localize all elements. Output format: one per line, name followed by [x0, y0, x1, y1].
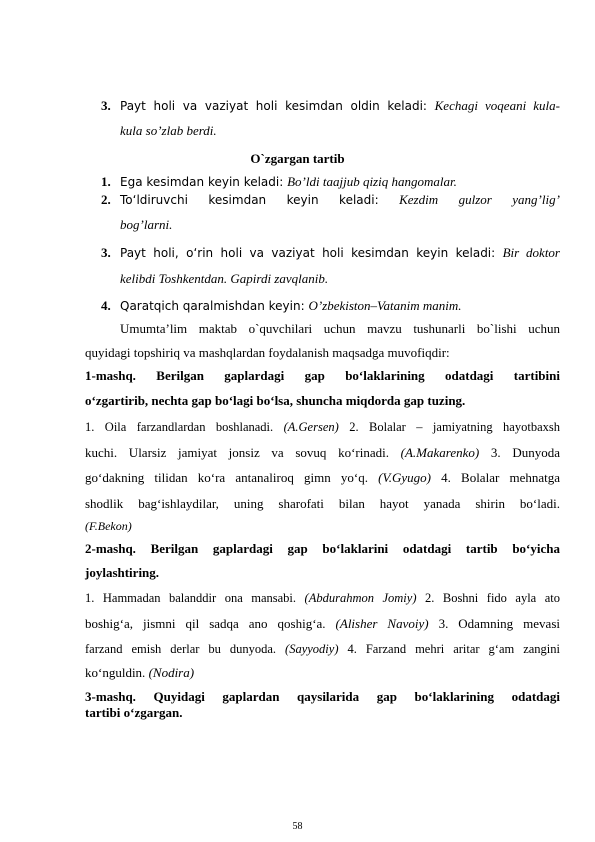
item-example-cont: kelibdi Toshkentdan. Gapirdi zavqlanib. [120, 271, 329, 286]
paragraph-line: Umumta’lim maktab o`quvchilari uchun mavzu tushunarli bo`lishi uchun [120, 321, 560, 336]
item-lead: Payt holi va vaziyat holi kesimdan oldin keladi: [120, 99, 435, 113]
list-item-text [120, 192, 560, 208]
item-example-cont: bog’larni. [120, 217, 173, 232]
author-citation: (V.Gyugo) [378, 470, 431, 485]
exercise-1-title-cont: o‘zgartirib, nechta gap bo‘lagi bo‘lsa, shuncha miqdorda gap tuzing. [85, 393, 466, 408]
item-lead: Ega kesimdan keyin keladi: [120, 175, 288, 189]
item-lead-word: keyin [286, 193, 319, 207]
list-number: 1. [101, 174, 111, 189]
sentence: farzand emish derlar bu dunyoda. [85, 642, 286, 656]
sentence: go‘dakning tilidan ko‘ra antanaliroq gimn yo‘q. [85, 470, 379, 485]
exercise-1-line [85, 419, 560, 435]
author-citation: (F.Bekon) [85, 519, 132, 533]
sentence: kuchi. Ularsiz jamiyat jonsiz va sovuq ko‘rinadi. [85, 445, 401, 460]
sentence: 2. Boshni fido ayla ato [416, 591, 561, 605]
item-example-word: Kezdim [399, 192, 439, 207]
sentence: 3. Dunyoda [479, 445, 560, 460]
list-number: 3. [101, 245, 111, 260]
exercise-3-title-cont: tartibi o‘zgargan. [85, 705, 183, 720]
item-lead-word: keladi: [339, 193, 379, 207]
author-citation: (Alisher Navoiy) [335, 616, 429, 631]
author-citation: (Sayyodiy) [285, 642, 339, 656]
list-number: 2. [101, 192, 111, 207]
exercise-2-title: 2-mashq. Berilgan gaplardagi gap bo‘laklarini odatdagi tartib bo‘yicha [85, 541, 560, 556]
item-lead-word: kesimdan [208, 193, 267, 207]
item-example: O’zbekiston–Vatanim manim. [308, 298, 462, 313]
sentence: ko‘nguldin. [85, 665, 149, 680]
sentence: 3. Odamning mevasi [428, 616, 560, 631]
exercise-1-line [85, 445, 560, 461]
exercise-1-title: 1-mashq. Berilgan gaplardagi gap bo‘laklarining odatdagi tartibini [85, 368, 560, 383]
exercise-2-title-cont: joylashtiring. [85, 565, 160, 580]
item-lead-word: To‘ldiruvchi [120, 193, 188, 207]
exercise-1-line: shodlik bag‘ishlaydilar, uning sharofati bilan hayot yanada shirin bo‘ladi. [85, 496, 560, 511]
author-citation: (Nodira) [148, 665, 195, 680]
sentence: 1. Oila farzandlardan boshlanadi. [85, 420, 284, 434]
section-heading: O`zgargan tartib [250, 151, 345, 166]
item-lead: Qaratqich qaralmishdan keyin: [120, 299, 309, 313]
exercise-2-line [85, 616, 560, 632]
page-number: 58 [292, 821, 303, 832]
item-example: Bo’ldi taajjub qiziq hangomalar. [287, 174, 457, 189]
item-example-cont: kula so’zlab berdi. [120, 123, 217, 138]
sentence: 4. Farzand mehri aritar g‘am zangini [338, 642, 560, 656]
sentence: 4. Bolalar mehnatga [430, 470, 560, 485]
item-example-word: yang’lig’ [512, 192, 560, 207]
item-example-word: gulzor [458, 192, 492, 207]
exercise-2-line [85, 641, 560, 657]
item-lead: Payt holi, o‘rin holi va vaziyat holi kesimdan keyin keladi: [120, 246, 503, 260]
exercise-2-line [85, 665, 194, 681]
list-item-text [120, 298, 462, 314]
list-number: 3. [101, 98, 111, 113]
author-citation: (A.Makarenko) [400, 445, 480, 460]
item-example: Kechagi voqeani kula- [434, 98, 560, 113]
exercise-3-title: 3-mashq. Quyidagi gaplardan qaysilarida gap bo‘laklarining odatdagi [85, 689, 560, 704]
list-item-text [120, 174, 457, 190]
sentence: 2. Bolalar – jamiyatning hayotbaxsh [338, 420, 560, 434]
sentence: boshig‘a, jismni qil sadqa ano qoshig‘a. [85, 616, 336, 631]
author-citation: (A.Gersen) [283, 420, 339, 434]
list-item-text [120, 245, 560, 261]
item-example: Bir doktor [502, 245, 560, 260]
sentence: 1. Hammadan balanddir ona mansabi. [85, 591, 305, 605]
exercise-1-line [85, 470, 560, 486]
list-item-text [120, 98, 560, 114]
author-citation: (Abdurahmon Jomiy) [304, 591, 417, 605]
exercise-2-line [85, 590, 560, 606]
paragraph-line: quyidagi topshiriq va mashqlardan foydalanish maqsadga muvofiqdir: [85, 345, 450, 360]
list-number: 4. [101, 298, 111, 313]
